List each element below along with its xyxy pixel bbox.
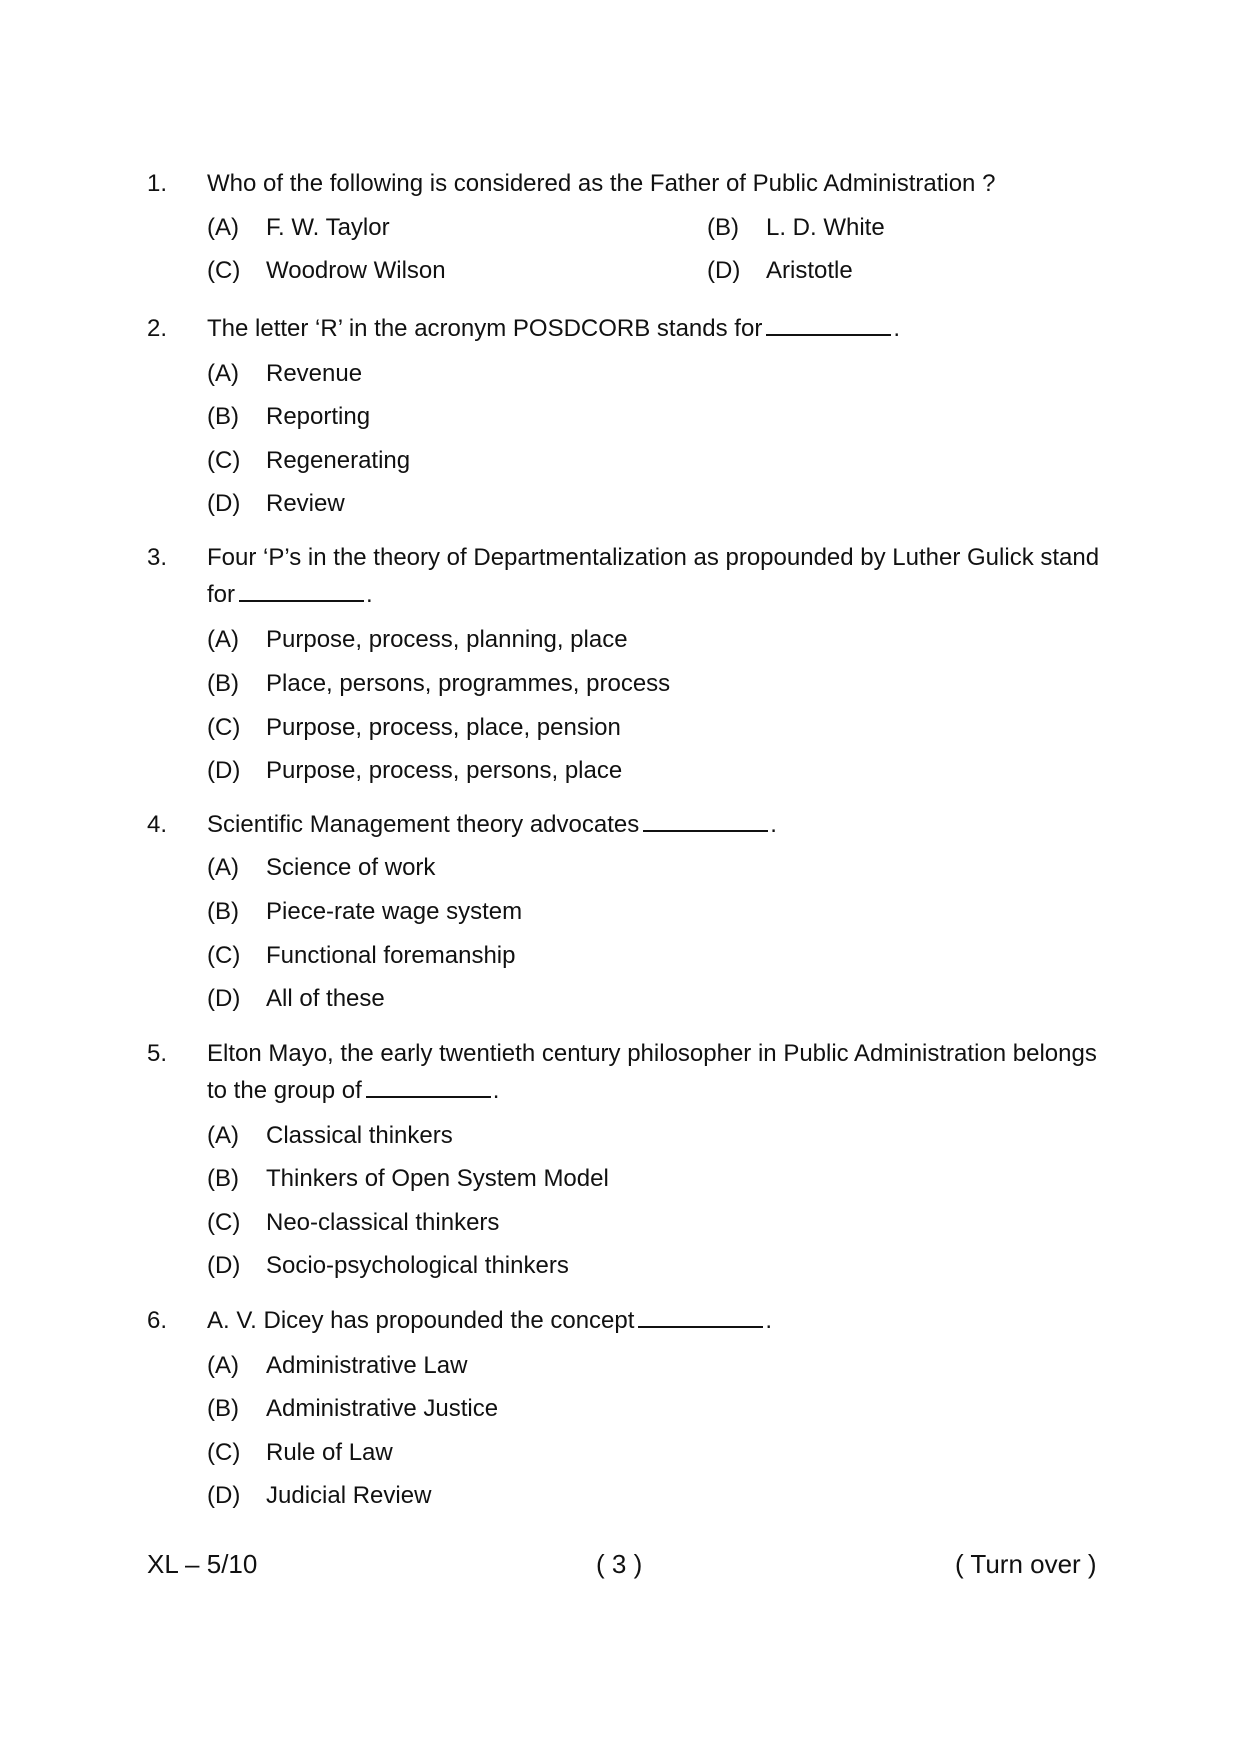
answer-blank <box>366 1074 491 1098</box>
option-text: Piece-rate wage system <box>266 898 523 925</box>
question-text: Elton Mayo, the early twentieth century philosopher in Public Administration belongs to the group of . <box>207 1040 1097 1104</box>
question-text-content: The letter ‘R’ in the acronym POSDCORB stands for <box>207 315 763 342</box>
option-label: (B) <box>207 403 239 430</box>
option-label: (D) <box>707 257 741 284</box>
question-text-content: A. V. Dicey has propounded the concept <box>207 1307 635 1334</box>
option-text: Purpose, process, planning, place <box>266 626 628 653</box>
option-text: Judicial Review <box>266 1482 432 1509</box>
question-number: 4. <box>147 811 168 838</box>
question-number: 5. <box>147 1040 168 1067</box>
option-label: (A) <box>207 214 239 241</box>
option-text: Classical thinkers <box>266 1122 453 1149</box>
option-label: (B) <box>207 1165 239 1192</box>
option-text: Review <box>266 490 345 517</box>
option-label: (C) <box>207 1209 241 1236</box>
option-label: (C) <box>207 942 241 969</box>
question-text-content: Elton Mayo, the early twentieth century philosopher in Public Administration belongs to the group of <box>207 1040 1097 1104</box>
option-label: (D) <box>207 985 241 1012</box>
option-label: (B) <box>207 1395 239 1422</box>
question-text: A. V. Dicey has propounded the concept . <box>207 1302 1102 1339</box>
option-text: Aristotle <box>766 257 853 284</box>
question-number: 6. <box>147 1307 168 1334</box>
question-number: 3. <box>147 544 168 571</box>
option-label: (A) <box>207 626 239 653</box>
question-text-content: Four ‘P’s in the theory of Departmentalization as propounded by Luther Gulick stand for <box>207 544 1100 608</box>
answer-blank <box>638 1304 763 1328</box>
page-number: ( 3 ) <box>596 1549 643 1579</box>
answer-blank <box>643 808 768 832</box>
option-label: (C) <box>207 1439 241 1466</box>
option-label: (B) <box>207 670 239 697</box>
turn-over-note: ( Turn over ) <box>955 1549 1097 1579</box>
option-text: Rule of Law <box>266 1439 393 1466</box>
answer-blank <box>766 312 891 336</box>
option-text: Administrative Law <box>266 1352 468 1379</box>
question-text: The letter ‘R’ in the acronym POSDCORB stands for . <box>207 310 1102 347</box>
question-number: 2. <box>147 315 168 342</box>
option-text: Functional foremanship <box>266 942 516 969</box>
question-text <box>207 165 1102 202</box>
option-label: (D) <box>207 757 241 784</box>
option-label: (C) <box>207 714 241 741</box>
option-text: Purpose, process, place, pension <box>266 714 621 741</box>
option-text: Neo-classical thinkers <box>266 1209 500 1236</box>
option-text: Administrative Justice <box>266 1395 499 1422</box>
option-label: (A) <box>207 360 239 387</box>
paper-code: XL – 5/10 <box>147 1549 258 1579</box>
option-text: F. W. Taylor <box>266 214 390 241</box>
option-text: L. D. White <box>766 214 885 241</box>
option-text: Reporting <box>266 403 371 430</box>
answer-blank <box>239 578 364 602</box>
option-label: (B) <box>207 898 239 925</box>
option-text: All of these <box>266 985 385 1012</box>
option-label: (A) <box>207 1122 239 1149</box>
option-text: Woodrow Wilson <box>266 257 446 284</box>
option-label: (C) <box>207 447 241 474</box>
option-label: (D) <box>207 1482 241 1509</box>
question-number: 1. <box>147 170 168 197</box>
option-label: (B) <box>707 214 739 241</box>
option-text: Science of work <box>266 854 436 881</box>
question-text: Scientific Management theory advocates . <box>207 806 1102 843</box>
option-text: Regenerating <box>266 447 411 474</box>
question-text-content: Scientific Management theory advocates <box>207 811 640 838</box>
option-text: Socio-psychological thinkers <box>266 1252 569 1279</box>
question-text: Four ‘P’s in the theory of Departmentalization as propounded by Luther Gulick stand for . <box>207 544 1100 608</box>
option-label: (C) <box>207 257 241 284</box>
option-text: Revenue <box>266 360 363 387</box>
option-text: Place, persons, programmes, process <box>266 670 671 697</box>
option-label: (D) <box>207 1252 241 1279</box>
option-label: (A) <box>207 1352 239 1379</box>
question-text-content: Who of the following is considered as the Father of Public Administration ? <box>207 170 996 197</box>
option-label: (A) <box>207 854 239 881</box>
option-text: Thinkers of Open System Model <box>266 1165 609 1192</box>
option-text: Purpose, process, persons, place <box>266 757 623 784</box>
option-label: (D) <box>207 490 241 517</box>
